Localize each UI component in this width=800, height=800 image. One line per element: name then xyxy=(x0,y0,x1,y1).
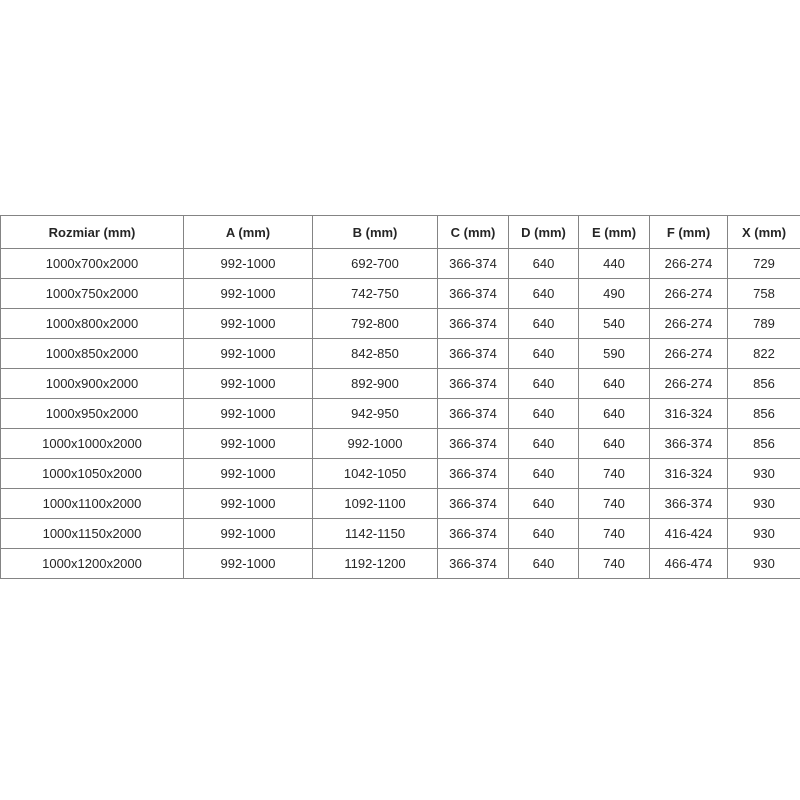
cell: 266-274 xyxy=(650,249,728,279)
column-header: F (mm) xyxy=(650,216,728,249)
cell: 490 xyxy=(579,279,650,309)
table-row xyxy=(1,429,800,459)
cell: 640 xyxy=(509,429,579,459)
table-header-row xyxy=(1,216,800,249)
cell: 640 xyxy=(579,369,650,399)
cell: 992-1000 xyxy=(184,399,313,429)
cell: 792-800 xyxy=(313,309,438,339)
cell: 992-1000 xyxy=(184,489,313,519)
column-header: Rozmiar (mm) xyxy=(1,216,184,249)
cell: 366-374 xyxy=(438,339,509,369)
cell: 856 xyxy=(728,399,800,429)
cell: 1192-1200 xyxy=(313,549,438,579)
size-spec-table xyxy=(0,215,800,579)
cell: 366-374 xyxy=(438,279,509,309)
table-row xyxy=(1,399,800,429)
cell: 366-374 xyxy=(650,429,728,459)
cell: 992-1000 xyxy=(313,429,438,459)
cell: 930 xyxy=(728,519,800,549)
cell: 856 xyxy=(728,369,800,399)
cell: 366-374 xyxy=(438,429,509,459)
cell: 366-374 xyxy=(438,249,509,279)
cell: 1000x1000x2000 xyxy=(1,429,184,459)
cell: 992-1000 xyxy=(184,279,313,309)
table-row xyxy=(1,489,800,519)
table-row xyxy=(1,339,800,369)
cell: 366-374 xyxy=(438,369,509,399)
cell: 930 xyxy=(728,459,800,489)
cell: 640 xyxy=(579,399,650,429)
cell: 640 xyxy=(509,459,579,489)
table-row xyxy=(1,549,800,579)
cell: 758 xyxy=(728,279,800,309)
cell: 440 xyxy=(579,249,650,279)
cell: 1000x1050x2000 xyxy=(1,459,184,489)
cell: 992-1000 xyxy=(184,429,313,459)
table-body xyxy=(1,249,800,579)
cell: 992-1000 xyxy=(184,549,313,579)
cell: 930 xyxy=(728,489,800,519)
cell: 366-374 xyxy=(438,519,509,549)
cell: 1042-1050 xyxy=(313,459,438,489)
cell: 1000x850x2000 xyxy=(1,339,184,369)
column-header: D (mm) xyxy=(509,216,579,249)
cell: 266-274 xyxy=(650,369,728,399)
cell: 930 xyxy=(728,549,800,579)
cell: 992-1000 xyxy=(184,459,313,489)
cell: 640 xyxy=(509,309,579,339)
cell: 640 xyxy=(509,339,579,369)
cell: 1000x1100x2000 xyxy=(1,489,184,519)
cell: 640 xyxy=(579,429,650,459)
cell: 1000x800x2000 xyxy=(1,309,184,339)
cell: 366-374 xyxy=(438,489,509,519)
table-row xyxy=(1,279,800,309)
cell: 640 xyxy=(509,489,579,519)
cell: 1000x950x2000 xyxy=(1,399,184,429)
cell: 590 xyxy=(579,339,650,369)
cell: 640 xyxy=(509,519,579,549)
cell: 1000x1200x2000 xyxy=(1,549,184,579)
cell: 740 xyxy=(579,549,650,579)
cell: 640 xyxy=(509,549,579,579)
cell: 266-274 xyxy=(650,279,728,309)
cell: 366-374 xyxy=(438,399,509,429)
column-header: B (mm) xyxy=(313,216,438,249)
column-header: C (mm) xyxy=(438,216,509,249)
cell: 266-274 xyxy=(650,339,728,369)
cell: 992-1000 xyxy=(184,369,313,399)
column-header: E (mm) xyxy=(579,216,650,249)
table-row xyxy=(1,519,800,549)
cell: 892-900 xyxy=(313,369,438,399)
cell: 740 xyxy=(579,489,650,519)
cell: 640 xyxy=(509,249,579,279)
cell: 842-850 xyxy=(313,339,438,369)
cell: 640 xyxy=(509,279,579,309)
cell: 729 xyxy=(728,249,800,279)
spec-table-container xyxy=(0,215,800,579)
column-header: A (mm) xyxy=(184,216,313,249)
cell: 742-750 xyxy=(313,279,438,309)
table-header xyxy=(1,216,800,249)
cell: 366-374 xyxy=(438,309,509,339)
cell: 316-324 xyxy=(650,399,728,429)
table-row xyxy=(1,369,800,399)
cell: 1142-1150 xyxy=(313,519,438,549)
cell: 366-374 xyxy=(650,489,728,519)
cell: 640 xyxy=(509,399,579,429)
cell: 692-700 xyxy=(313,249,438,279)
table-row xyxy=(1,249,800,279)
cell: 740 xyxy=(579,459,650,489)
cell: 942-950 xyxy=(313,399,438,429)
cell: 316-324 xyxy=(650,459,728,489)
cell: 992-1000 xyxy=(184,519,313,549)
cell: 856 xyxy=(728,429,800,459)
cell: 416-424 xyxy=(650,519,728,549)
cell: 992-1000 xyxy=(184,249,313,279)
cell: 366-374 xyxy=(438,549,509,579)
cell: 640 xyxy=(509,369,579,399)
cell: 1000x1150x2000 xyxy=(1,519,184,549)
cell: 1000x700x2000 xyxy=(1,249,184,279)
table-row xyxy=(1,459,800,489)
cell: 789 xyxy=(728,309,800,339)
cell: 266-274 xyxy=(650,309,728,339)
cell: 992-1000 xyxy=(184,309,313,339)
cell: 540 xyxy=(579,309,650,339)
column-header: X (mm) xyxy=(728,216,800,249)
table-row xyxy=(1,309,800,339)
cell: 992-1000 xyxy=(184,339,313,369)
cell: 1000x750x2000 xyxy=(1,279,184,309)
cell: 1000x900x2000 xyxy=(1,369,184,399)
cell: 740 xyxy=(579,519,650,549)
cell: 466-474 xyxy=(650,549,728,579)
cell: 1092-1100 xyxy=(313,489,438,519)
cell: 366-374 xyxy=(438,459,509,489)
cell: 822 xyxy=(728,339,800,369)
